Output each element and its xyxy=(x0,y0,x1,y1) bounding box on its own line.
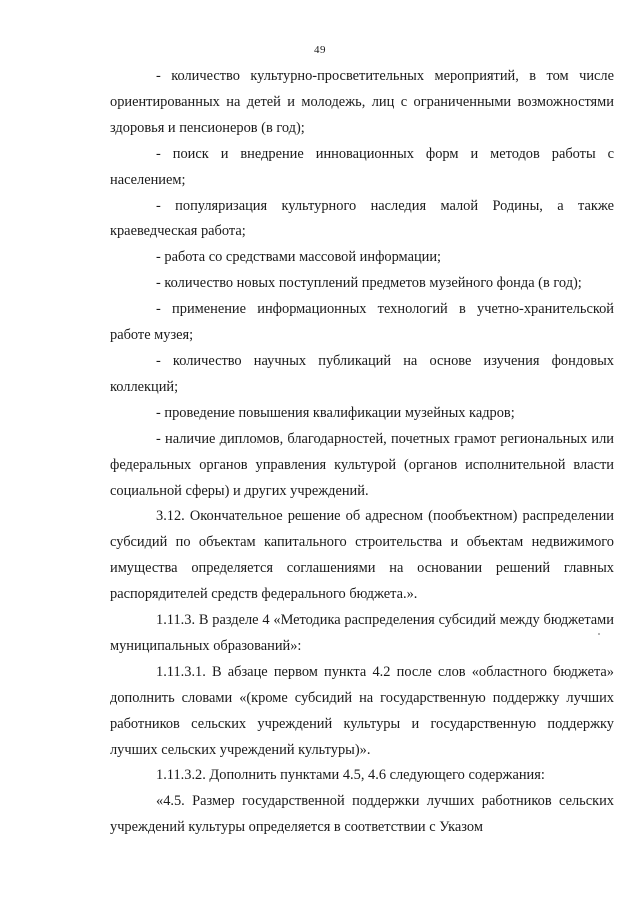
paragraph-information-technologies: - применение информационных технологий в учетно-хранительской работе музея; xyxy=(110,301,614,344)
paragraph-section-1-11-3: 1.11.3. В разделе 4 «Методика распределения субсидий между бюджетами муниципальных образований»: xyxy=(110,612,614,654)
paragraph-heritage-popularization: - популяризация культурного наследия малой Родины, а также краеведческая работа; xyxy=(110,197,614,240)
scan-speck xyxy=(598,633,600,635)
paragraph-media-work: - работа со средствами массовой информации; xyxy=(156,249,442,266)
document-body xyxy=(110,64,614,841)
paragraph-cultural-events-count: - количество культурно-просветительных мероприятий, в том числе ориентированных на детей и молодежь, лиц с ограниченными возможностями здоровья и пенсионеров (в год); xyxy=(110,68,614,136)
paragraph-innovative-forms: - поиск и внедрение инновационных форм и методов работы с населением; xyxy=(110,145,614,188)
paragraph-section-3-12: 3.12. Окончательное решение об адресном (пообъектном) распределении субсидий по объектам капитального строительства и объектам недвижимого имущества определяется соглашениями на основании решений главных распорядителей средств федерального бюджета.». xyxy=(110,508,614,603)
paragraph-scientific-publications: - количество научных публикаций на основе изучения фондовых коллекций; xyxy=(110,352,614,395)
paragraph-staff-qualification: - проведение повышения квалификации музейных кадров; xyxy=(156,404,515,421)
paragraph-diplomas-awards: - наличие дипломов, благодарностей, почетных грамот региональных или федеральных органов управления культурой (органов исполнительной власти социальной сферы) и других учреждений. xyxy=(110,430,614,499)
page-number: 49 xyxy=(314,44,326,56)
paragraph-museum-acquisitions: - количество новых поступлений предметов музейного фонда (в год); xyxy=(156,275,582,292)
paragraph-section-4-5: «4.5. Размер государственной поддержки лучших работников сельских учреждений культуры определяется в соответствии с Указом xyxy=(110,793,614,836)
paragraph-section-1-11-3-1: 1.11.3.1. В абзаце первом пункта 4.2 после слов «областного бюджета» дополнить словами «(кроме субсидий на государственную поддержку лучших работников сельских учреждений культуры и государственную поддержку лучших сельских учреждений культуры)». xyxy=(110,663,614,758)
paragraph-section-1-11-3-2: 1.11.3.2. Дополнить пунктами 4.5, 4.6 следующего содержания: xyxy=(156,767,545,784)
